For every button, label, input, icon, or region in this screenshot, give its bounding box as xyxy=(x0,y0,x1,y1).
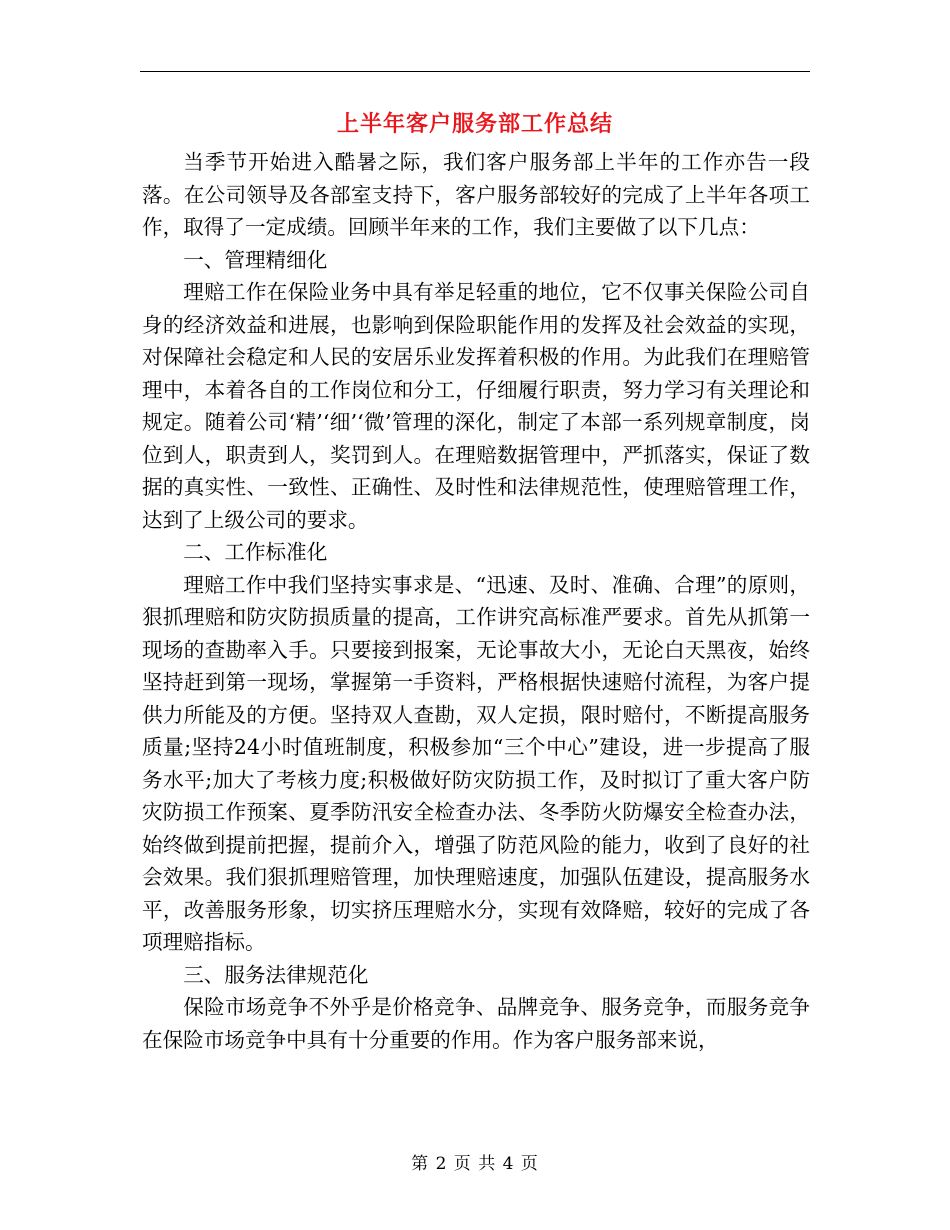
page-footer: 第 2 页 共 4 页 xyxy=(411,1154,539,1174)
section-heading-3: 三、服务法律规范化 xyxy=(183,962,369,987)
document-body xyxy=(142,146,810,1056)
document-title: 上半年客户服务部工作总结 xyxy=(336,112,613,137)
paragraph-section-3: 保险市场竞争不外乎是价格竞争、品牌竞争、服务竞争，而服务竞争在保险市场竞争中具有十分重要的作用。作为客户服务部来说， xyxy=(142,995,810,1052)
section-heading-2: 二、工作标准化 xyxy=(183,540,328,564)
header-rule xyxy=(140,71,810,72)
section-heading-1: 一、管理精细化 xyxy=(183,247,328,272)
paragraph-intro: 当季节开始进入酷暑之际，我们客户服务部上半年的工作亦告一段落。在公司领导及各部室支持下，客户服务部较好的完成了上半年各项工作，取得了一定成绩。回顾半年来的工作，我们主要做了以下几点： xyxy=(142,150,810,239)
paragraph-section-2: 理赔工作中我们坚持实事求是、“迅速、及时、准确、合理”的原则，狠抓理赔和防灾防损质量的提高，工作讲究高标准严要求。首先从抓第一现场的查勘率入手。只要接到报案，无论事故大小，无论白天黑夜，始终坚持赶到第一现场，掌握第一手资料，严格根据快速赔付流程，为客户提供力所能及的方便。坚持双人查勘，双人定损，限时赔付，不断提高服务质量;坚持24小时值班制度，积极参加“三个中心”建设，进一步提高了服务水平;加大了考核力度;积极做好防灾防损工作，及时拟订了重大客户防灾防损工作预案、夏季防汛安全检查办法、冬季防火防爆安全检查办法，始终做到提前把握，提前介入，增强了防范风险的能力，收到了良好的社会效果。我们狠抓理赔管理，加快理赔速度，加强队伍建设，提高服务水平，改善服务形象，切实挤压理赔水分，实现有效降赔，较好的完成了各项理赔指标。 xyxy=(142,572,810,954)
paragraph-section-1: 理赔工作在保险业务中具有举足轻重的地位，它不仅事关保险公司自身的经济效益和进展，也影响到保险职能作用的发挥及社会效益的实现，对保障社会稳定和人民的安居乐业发挥着积极的作用。为此我们在理赔管理中，本着各自的工作岗位和分工，仔细履行职责，努力学习有关理论和规定。随着公司‘精’‘细’‘微’管理的深化，制定了本部一系列规章制度，岗位到人，职责到人，奖罚到人。在理赔数据管理中，严抓落实，保证了数据的真实性、一致性、正确性、及时性和法律规范性，使理赔管理工作，达到了上级公司的要求。 xyxy=(142,280,810,532)
